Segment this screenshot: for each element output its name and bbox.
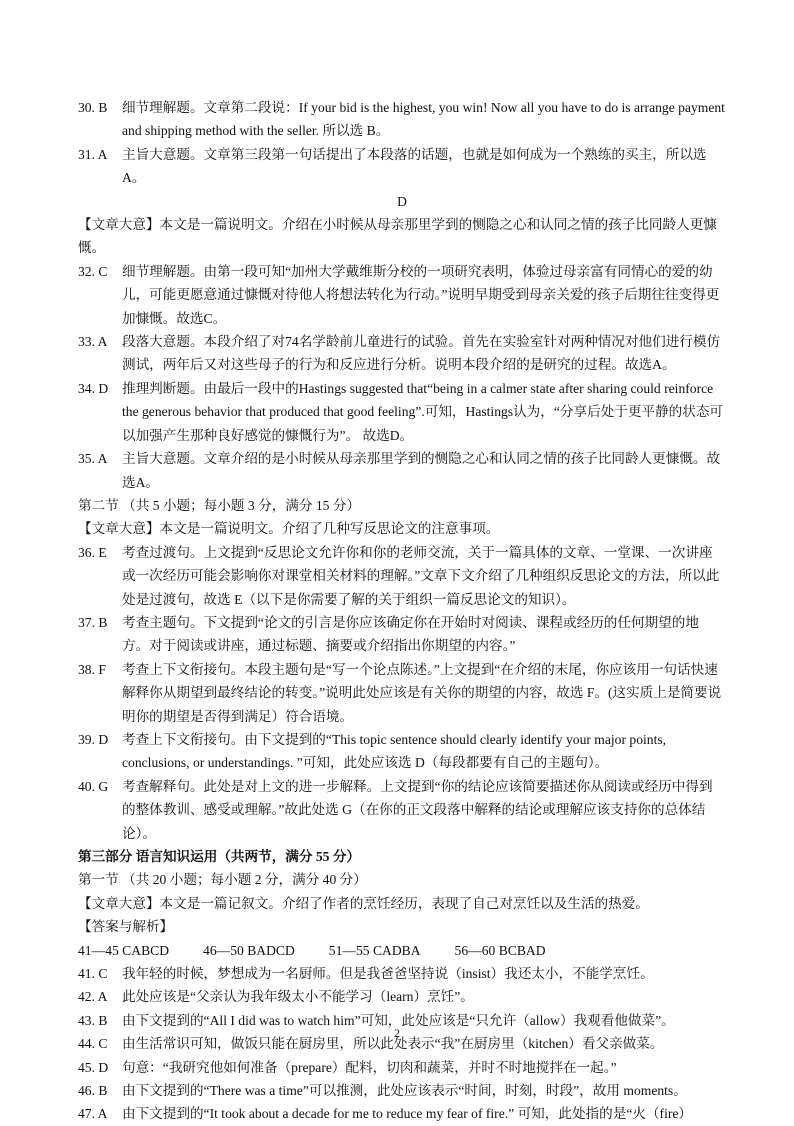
- answer-key: 46—50 BADCD: [203, 942, 295, 958]
- part3-subheading: 第一节 （共 20 小题；每小题 2 分，满分 40 分）: [78, 872, 367, 888]
- item-text: 主旨大意题。文章介绍的是小时候从母亲那里学到的恻隐之心和认同之情的孩子比同龄人更慷慨。故选A。: [122, 451, 721, 490]
- answer-item-31: [78, 143, 726, 190]
- item-text: 考查解释句。此处是对上文的进一步解释。上文提到“你的结论应该简要描述你从阅读或经历中得到的整体教训、感受或理解。”故此处选 G（在你的正文段落中解释的结论或理解应该支持你的总体结论）。: [122, 778, 713, 841]
- answer-key: 41—45 CABCD: [78, 942, 170, 958]
- answer-key-row: [78, 939, 726, 962]
- item-number: 34. D: [78, 380, 109, 396]
- answer-item-39: [78, 728, 726, 775]
- part3-heading: 第三部分 语言知识运用（共两节，满分 55 分）: [78, 849, 361, 864]
- answer-item-34: [78, 377, 726, 447]
- item-number: 39. D: [78, 731, 109, 747]
- item-text: 段落大意题。本段介绍了对74名学龄前儿童进行的试验。首先在实验室针对两种情况对他们进行模仿测试，两年后又对这些母子的行为和反应进行分析。说明本段介绍的是研究的过程。故选A。: [122, 334, 721, 373]
- section-d-summary: 【文章大意】本文是一篇说明文。介绍在小时候从母亲那里学到的恻隐之心和认同之情的孩子比同龄人更慷慨。: [78, 217, 717, 256]
- item-number: 43. B: [78, 1012, 108, 1028]
- answer-item-45: [78, 1056, 726, 1079]
- item-number: 33. A: [78, 334, 108, 350]
- item-number: 41. C: [78, 966, 108, 982]
- item-text: 由下文提到的“There was a time”可以推测，此处应该表示“时间，时刻，时段”，故用 moments。: [122, 1083, 687, 1099]
- part2-heading: 第二节 （共 5 小题；每小题 3 分，满分 15 分）: [78, 497, 361, 513]
- item-text: 句意：“我研究他如何准备（prepare）配料，切肉和蔬菜，并时不时地搅拌在一起。”: [122, 1059, 617, 1075]
- item-number: 46. B: [78, 1083, 108, 1099]
- answer-item-47: [78, 1102, 726, 1125]
- section-heading-d: D: [397, 193, 407, 209]
- item-number: 35. A: [78, 451, 108, 467]
- answers-heading: 【答案与解析】: [78, 919, 174, 935]
- item-number: 36. E: [78, 544, 107, 560]
- item-number: 44. C: [78, 1036, 108, 1052]
- item-number: 31. A: [78, 146, 108, 162]
- item-number: 30. B: [78, 100, 108, 115]
- item-number: 32. C: [78, 263, 108, 279]
- answer-item-30: [78, 96, 726, 143]
- page-number: 2: [394, 1026, 400, 1040]
- item-number: 42. A: [78, 989, 108, 1005]
- answer-item-38: [78, 658, 726, 728]
- item-number: 38. F: [78, 661, 106, 677]
- item-text: 我年轻的时候，梦想成为一名厨师。但是我爸爸坚持说（insist）我还太小，不能学烹饪。: [122, 966, 654, 982]
- answer-item-41: [78, 962, 726, 985]
- item-text: 由下文提到的“It took about a decade for me to reduce my fear of fire.” 可知，此处指的是“火（fire）: [122, 1106, 693, 1122]
- item-text: 此处应该是“父亲认为我年级太小不能学习（learn）烹饪”。: [122, 989, 474, 1005]
- item-text: 考查过渡句。上文提到“反思论文允许你和你的老师交流，关于一篇具体的文章、一堂课、一次讲座或一次经历可能会影响你对课堂相关材料的理解。”文章下文介绍了几种组织反思论文的方法，所以此处是过渡句，故选 E（以下是你需要了解的关于组织一篇反思论文的知识）。: [122, 544, 720, 607]
- item-text: 由下文提到的“All I did was to watch him”可知，此处应该是“只允许（allow）我观看他做菜”。: [122, 1012, 675, 1028]
- item-text: 由生活常识可知，做饭只能在厨房里，所以此处表示“我”在厨房里（kitchen）看父亲做菜。: [122, 1036, 664, 1052]
- answer-item-36: [78, 541, 726, 611]
- item-text: 考查上下文衔接句。本段主题句是“写一个论点陈述。”上文提到“在介绍的末尾，你应该用一句话快速解释你从期望到最终结论的转变。”说明此处应该是有关你的期望的内容，故选 F。(这实质上是简要说明你的期望是否得到满足）符合语境。: [122, 661, 722, 724]
- item-text: 主旨大意题。文章第三段第一句话提出了本段落的话题，也就是如何成为一个熟练的买主，所以选A。: [122, 146, 707, 186]
- answer-key: 51—55 CADBA: [328, 942, 421, 958]
- answer-item-46: [78, 1079, 726, 1102]
- item-text: 考查上下文衔接句。由下文提到的“This topic sentence should clearly identify your major points, conclusions, or understandings. ”可知，此处应该选 D（每段都要有自己的主题句）。: [122, 731, 667, 771]
- part2-summary: 【文章大意】本文是一篇说明文。介绍了几种写反思论文的注意事项。: [78, 521, 500, 537]
- answer-item-42: [78, 985, 726, 1008]
- item-text: 推理判断题。由最后一段中的Hastings suggested that“being in a calmer state after sharing could reinforce the generous behavior that produced that good feeling”.可知，Hastings认为，“分享后处于更平静的状态可以加强产生那种良好感觉的慷慨行为”。 故选D。: [122, 380, 724, 443]
- part3-summary: 【文章大意】本文是一篇记叙文。介绍了作者的烹饪经历，表现了自己对烹饪以及生活的热爱。: [78, 895, 649, 911]
- item-text: 考查主题句。下文提到“论文的引言是你应该确定你在开始时对阅读、课程或经历的任何期望的地方。对于阅读或讲座，通过标题、摘要或介绍指出你期望的内容。”: [122, 614, 699, 654]
- answer-item-35: [78, 447, 726, 494]
- item-text: 细节理解题。文章第二段说：If your bid is the highest, you win! Now all you have to do is arrange payment and shipping method with the seller. 所以选 B。: [122, 100, 725, 139]
- item-number: 47. A: [78, 1106, 108, 1122]
- item-text: 细节理解题。由第一段可知“加州大学戴维斯分校的一项研究表明，体验过母亲富有同情心的爱的幼儿，可能更愿意通过慷慨对待他人将想法转化为行动。”说明早期受到母亲关爱的孩子后期往往变得更加慷慨。故选C。: [122, 263, 720, 326]
- item-number: 45. D: [78, 1059, 109, 1075]
- answer-item-32: [78, 260, 726, 330]
- item-number: 37. B: [78, 614, 108, 630]
- answer-item-40: [78, 775, 726, 845]
- answer-item-37: [78, 611, 726, 658]
- answer-key: 56—60 BCBAD: [454, 942, 546, 958]
- document-body: [78, 96, 726, 1126]
- item-number: 40. G: [78, 778, 109, 794]
- answer-item-33: [78, 330, 726, 377]
